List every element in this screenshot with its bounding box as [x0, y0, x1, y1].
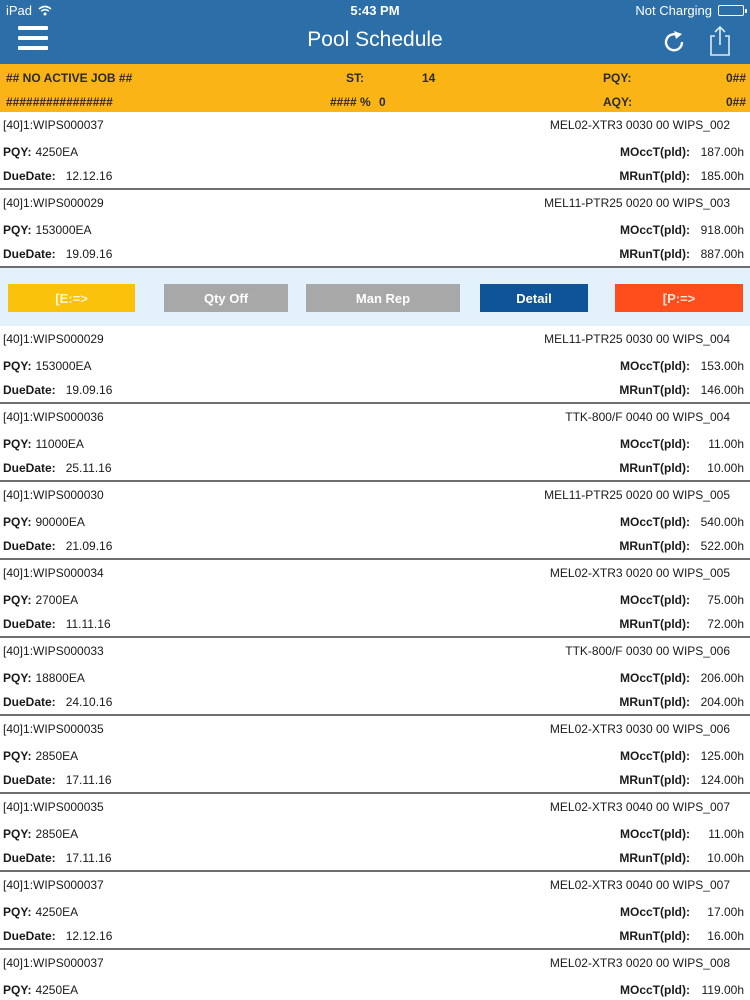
mrun-field: [610, 539, 744, 553]
mocc-value: 187.00h: [700, 145, 744, 159]
schedule-list: [0, 112, 750, 1000]
due-date-value: 17.11.16: [65, 773, 112, 787]
due-date-field: [3, 617, 111, 631]
mocc-field: [610, 515, 744, 529]
pqy-value: 2700EA: [35, 593, 79, 607]
pqy-field: [3, 515, 85, 529]
e-button[interactable]: [E:=>: [8, 284, 135, 312]
mrun-value: 146.00h: [700, 383, 744, 397]
mrun-label: MRunT(pld):: [619, 695, 690, 709]
due-date-label: DueDate:: [3, 851, 56, 865]
refresh-icon[interactable]: [660, 28, 688, 56]
pqy-value: 0##: [725, 71, 746, 85]
order-number: [40]1:WIPS000035: [3, 800, 104, 814]
due-date-field: [3, 383, 112, 397]
due-date-label: DueDate:: [3, 383, 56, 397]
operation-label: MEL02-XTR3 0030 00 WIPS_002: [549, 118, 730, 132]
mrun-label: MRunT(pld):: [619, 851, 690, 865]
mocc-label: MOccT(pld):: [620, 223, 690, 237]
mocc-value: 153.00h: [700, 359, 744, 373]
page-title: Pool Schedule: [307, 28, 443, 51]
pqy-label: PQY:: [3, 145, 32, 159]
mrun-label: MRunT(pld):: [619, 247, 690, 261]
pqy-label: PQY:: [3, 593, 32, 607]
mocc-field: [610, 593, 744, 607]
list-item[interactable]: [0, 112, 750, 190]
due-date-field: [3, 461, 112, 475]
mrun-label: MRunT(pld):: [619, 929, 690, 943]
mocc-value: 918.00h: [700, 223, 744, 237]
mrun-value: 204.00h: [700, 695, 744, 709]
due-date-label: DueDate:: [3, 695, 56, 709]
mrun-field: [610, 773, 744, 787]
mocc-field: [610, 749, 744, 763]
pqy-label: PQY:: [3, 749, 32, 763]
percent-label: #### %: [330, 95, 371, 109]
mocc-field: [610, 223, 744, 237]
pqy-value: 2850EA: [35, 827, 79, 841]
mocc-field: [610, 671, 744, 685]
pqy-label: PQY:: [603, 71, 632, 85]
operation-label: TTK-800/F 0040 00 WIPS_004: [565, 410, 730, 424]
percent-value: 0: [379, 95, 386, 109]
pqy-value: 4250EA: [35, 983, 79, 997]
man-rep-button[interactable]: Man Rep: [306, 284, 460, 312]
mocc-value: 11.00h: [708, 827, 744, 841]
operation-label: MEL02-XTR3 0020 00 WIPS_005: [549, 566, 730, 580]
mocc-label: MOccT(pld):: [620, 145, 690, 159]
due-date-value: 21.09.16: [65, 539, 113, 553]
order-number: [40]1:WIPS000037: [3, 118, 104, 132]
pqy-label: PQY:: [3, 905, 32, 919]
operation-label: MEL11-PTR25 0030 00 WIPS_004: [544, 332, 730, 346]
due-date-value: 17.11.16: [65, 851, 112, 865]
list-item[interactable]: [0, 872, 750, 950]
mocc-field: [610, 983, 744, 997]
mocc-label: MOccT(pld):: [620, 827, 690, 841]
pqy-field: [3, 905, 78, 919]
action-bar: [0, 268, 750, 326]
mrun-value: 10.00h: [707, 461, 744, 475]
mocc-label: MOccT(pld):: [620, 671, 690, 685]
operation-label: MEL02-XTR3 0040 00 WIPS_007: [549, 878, 730, 892]
mocc-label: MOccT(pld):: [620, 593, 690, 607]
due-date-field: [3, 247, 112, 261]
p-button[interactable]: [P:=>: [615, 284, 743, 312]
pqy-label: PQY:: [3, 515, 32, 529]
mocc-label: MOccT(pld):: [620, 437, 690, 451]
navigation-bar: [0, 0, 750, 64]
mrun-field: [610, 461, 744, 475]
due-date-label: DueDate:: [3, 461, 56, 475]
mrun-value: 124.00h: [700, 773, 744, 787]
list-item[interactable]: [0, 950, 750, 1000]
list-item[interactable]: [0, 190, 750, 268]
status-time: 5:43 PM: [350, 3, 400, 18]
pqy-label: PQY:: [3, 437, 32, 451]
operation-label: MEL02-XTR3 0030 00 WIPS_006: [549, 722, 730, 736]
mrun-value: 522.00h: [700, 539, 744, 553]
mrun-label: MRunT(pld):: [619, 383, 690, 397]
pqy-value: 11000EA: [35, 437, 84, 451]
due-date-label: DueDate:: [3, 539, 56, 553]
list-item[interactable]: [0, 326, 750, 404]
mrun-field: [610, 851, 744, 865]
mocc-label: MOccT(pld):: [620, 749, 690, 763]
due-date-value: 19.09.16: [65, 247, 113, 261]
due-date-label: DueDate:: [3, 617, 56, 631]
mocc-field: [610, 359, 744, 373]
mrun-label: MRunT(pld):: [619, 461, 690, 475]
mocc-field: [610, 437, 744, 451]
pqy-field: [3, 749, 78, 763]
mocc-label: MOccT(pld):: [620, 359, 690, 373]
mocc-value: 119.00h: [701, 983, 744, 997]
share-icon[interactable]: [706, 25, 734, 57]
status-bar: [0, 0, 750, 20]
pqy-value: 2850EA: [35, 749, 79, 763]
pqy-label: PQY:: [3, 223, 32, 237]
order-number: [40]1:WIPS000035: [3, 722, 104, 736]
due-date-value: 11.11.16: [65, 617, 111, 631]
due-date-field: [3, 773, 112, 787]
order-number: [40]1:WIPS000029: [3, 196, 104, 210]
list-item[interactable]: [0, 716, 750, 794]
order-number: [40]1:WIPS000036: [3, 410, 104, 424]
list-item[interactable]: [0, 482, 750, 560]
due-date-value: 12.12.16: [65, 929, 113, 943]
mrun-field: [610, 169, 744, 183]
qty-off-button[interactable]: Qty Off: [164, 284, 288, 312]
pqy-label: PQY:: [3, 671, 32, 685]
mocc-label: MOccT(pld):: [620, 515, 690, 529]
job-info-header: [0, 64, 750, 112]
pqy-value: 18800EA: [35, 671, 85, 685]
job-status: ## NO ACTIVE JOB ##: [6, 71, 133, 85]
mrun-label: MRunT(pld):: [619, 617, 690, 631]
order-number: [40]1:WIPS000037: [3, 878, 104, 892]
pqy-field: [3, 593, 78, 607]
due-date-label: DueDate:: [3, 169, 56, 183]
pqy-value: 153000EA: [35, 223, 92, 237]
due-date-field: [3, 169, 112, 183]
mocc-label: MOccT(pld):: [620, 983, 690, 997]
mocc-value: 75.00h: [707, 593, 744, 607]
list-item[interactable]: [0, 638, 750, 716]
pqy-field: [3, 983, 78, 997]
mrun-label: MRunT(pld):: [619, 169, 690, 183]
mrun-value: 10.00h: [707, 851, 744, 865]
pqy-field: [3, 223, 92, 237]
list-item[interactable]: [0, 404, 750, 482]
pqy-label: PQY:: [3, 983, 32, 997]
mrun-value: 72.00h: [707, 617, 744, 631]
due-date-field: [3, 695, 112, 709]
st-value: 14: [422, 71, 436, 85]
order-number: [40]1:WIPS000037: [3, 956, 104, 970]
operation-label: MEL11-PTR25 0020 00 WIPS_003: [544, 196, 730, 210]
due-date-label: DueDate:: [3, 247, 56, 261]
mocc-field: [610, 827, 744, 841]
operation-label: TTK-800/F 0030 00 WIPS_006: [565, 644, 730, 658]
mrun-label: MRunT(pld):: [619, 773, 690, 787]
mocc-value: 11.00h: [708, 437, 744, 451]
mocc-field: [610, 145, 744, 159]
pqy-value: 4250EA: [35, 145, 79, 159]
due-date-value: 12.12.16: [65, 169, 113, 183]
operation-label: MEL11-PTR25 0020 00 WIPS_005: [544, 488, 730, 502]
due-date-field: [3, 851, 112, 865]
pqy-field: [3, 437, 84, 451]
pqy-field: [3, 145, 78, 159]
battery-status: Not Charging: [635, 3, 712, 18]
mrun-field: [610, 383, 744, 397]
list-item[interactable]: [0, 560, 750, 638]
due-date-value: 25.11.16: [65, 461, 112, 475]
due-date-value: 19.09.16: [65, 383, 113, 397]
battery-icon: [718, 5, 744, 16]
operation-label: MEL02-XTR3 0040 00 WIPS_007: [549, 800, 730, 814]
mrun-field: [610, 247, 744, 261]
device-name: iPad: [6, 3, 33, 18]
mocc-value: 125.00h: [700, 749, 744, 763]
mocc-field: [610, 905, 744, 919]
mrun-label: MRunT(pld):: [619, 539, 690, 553]
pqy-field: [3, 359, 92, 373]
aqy-label: AQY:: [603, 95, 633, 109]
pqy-value: 4250EA: [35, 905, 79, 919]
mrun-value: 887.00h: [700, 247, 744, 261]
due-date-field: [3, 539, 112, 553]
job-hash: ################: [6, 95, 113, 109]
operation-label: MEL02-XTR3 0020 00 WIPS_008: [549, 956, 730, 970]
due-date-label: DueDate:: [3, 773, 56, 787]
mocc-value: 540.00h: [700, 515, 744, 529]
st-label: ST:: [346, 71, 364, 85]
aqy-value: 0##: [725, 95, 746, 109]
order-number: [40]1:WIPS000033: [3, 644, 104, 658]
pqy-field: [3, 671, 85, 685]
order-number: [40]1:WIPS000030: [3, 488, 104, 502]
due-date-label: DueDate:: [3, 929, 56, 943]
detail-button[interactable]: Detail: [480, 284, 588, 312]
list-item[interactable]: [0, 794, 750, 872]
mrun-field: [610, 695, 744, 709]
mocc-value: 206.00h: [700, 671, 744, 685]
pqy-value: 90000EA: [35, 515, 85, 529]
mrun-value: 185.00h: [700, 169, 744, 183]
due-date-value: 24.10.16: [65, 695, 113, 709]
pqy-label: PQY:: [3, 827, 32, 841]
pqy-field: [3, 827, 78, 841]
pqy-value: 153000EA: [35, 359, 92, 373]
mrun-field: [610, 617, 744, 631]
due-date-field: [3, 929, 112, 943]
pqy-label: PQY:: [3, 359, 32, 373]
mrun-field: [610, 929, 744, 943]
order-number: [40]1:WIPS000029: [3, 332, 104, 346]
order-number: [40]1:WIPS000034: [3, 566, 104, 580]
mocc-label: MOccT(pld):: [620, 905, 690, 919]
mrun-value: 16.00h: [707, 929, 744, 943]
mocc-value: 17.00h: [707, 905, 744, 919]
